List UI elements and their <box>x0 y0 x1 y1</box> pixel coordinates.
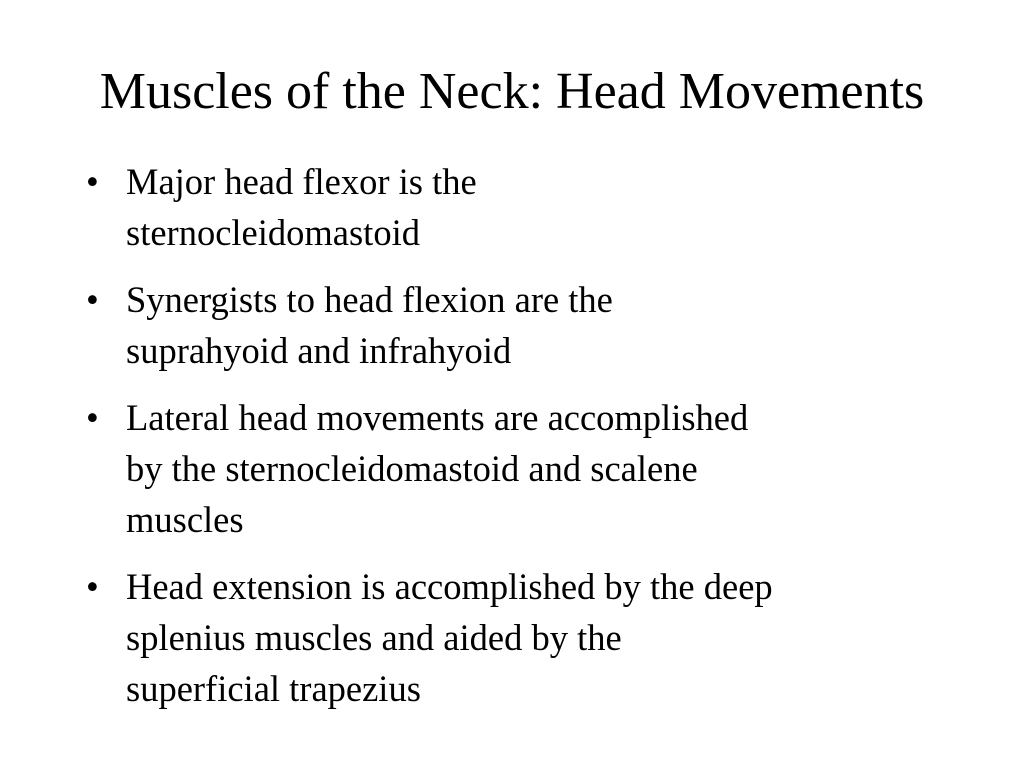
bullet-marker: • <box>86 279 99 320</box>
bullet-item-head-extension <box>86 561 946 714</box>
bullet-marker: • <box>86 397 99 438</box>
bullet-line: suprahyoid and infrahyoid <box>126 330 512 371</box>
bullet-line: Lateral head movements are accomplished <box>126 397 749 438</box>
bullet-line: by the sternocleidomastoid and scalene <box>126 448 698 489</box>
bullet-line: muscles <box>126 499 244 540</box>
bullet-line: splenius muscles and aided by the <box>126 617 622 658</box>
bullet-line: sternocleidomastoid <box>126 212 420 253</box>
bullet-item-synergists <box>86 274 946 376</box>
bullet-line: Head extension is accomplished by the deep <box>126 566 773 607</box>
bullet-list <box>86 156 946 730</box>
bullet-line: Synergists to head flexion are the <box>126 279 613 320</box>
bullet-line: superficial trapezius <box>126 668 421 709</box>
bullet-line: Major head flexor is the <box>126 161 477 202</box>
bullet-marker: • <box>86 161 99 202</box>
bullet-item-head-flexor <box>86 156 946 258</box>
slide-title: Muscles of the Neck: Head Movements <box>99 63 925 120</box>
bullet-marker: • <box>86 566 99 607</box>
bullet-item-lateral-movements <box>86 392 946 545</box>
